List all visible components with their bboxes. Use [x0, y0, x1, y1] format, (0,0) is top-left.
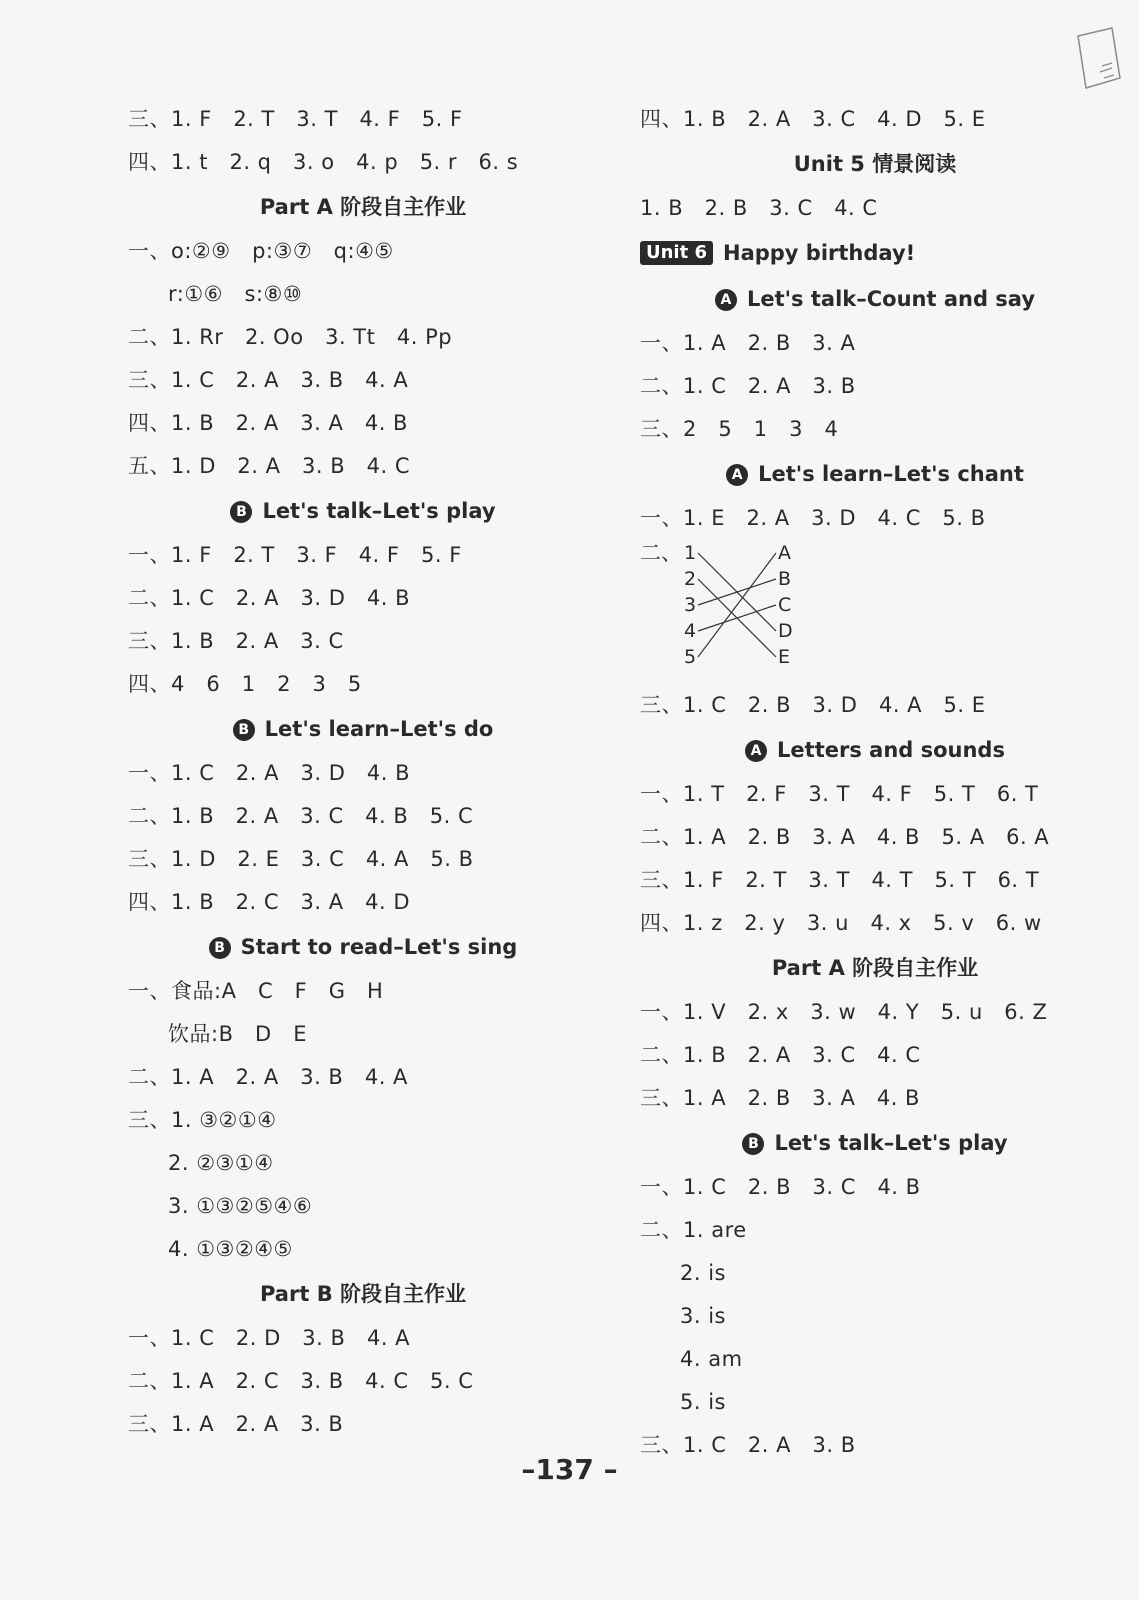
answer-line: 四、1. B 2. A 3. A 4. B	[128, 411, 408, 435]
part-badge-icon: A	[745, 740, 767, 762]
matching-line	[698, 553, 776, 657]
answer-line: 二、1. A 2. C 3. B 4. C 5. C	[128, 1369, 474, 1393]
matching-right-item: B	[778, 568, 792, 590]
matching-right-item: C	[778, 594, 792, 616]
answer-line: 2. is	[680, 1261, 726, 1285]
answer-line: 一、o:②⑨ p:③⑦ q:④⑤	[128, 239, 394, 263]
section-heading-text: Let's learn–Let's do	[264, 717, 494, 741]
answer-line: 二、1. B 2. A 3. C 4. C	[640, 1043, 921, 1067]
matching-right-item: A	[778, 542, 791, 564]
corner-stamp-icon	[1072, 26, 1122, 92]
answer-line: 四、4 6 1 2 3 5	[128, 672, 362, 696]
matching-right-item: E	[778, 646, 791, 668]
answer-line: 五、1. D 2. A 3. B 4. C	[128, 454, 411, 478]
matching-left-item: 1	[684, 542, 697, 564]
matching-left-item: 3	[684, 594, 697, 616]
answer-line: 三、1. ③②①④	[128, 1108, 277, 1132]
unit-tag: Unit 6	[640, 241, 713, 265]
answer-line: 三、1. F 2. T 3. T 4. T 5. T 6. T	[640, 868, 1040, 892]
page-number: –137 –	[521, 1453, 618, 1486]
section-heading-text: Letters and sounds	[777, 738, 1005, 762]
part-badge-icon: B	[209, 937, 231, 959]
answer-line: 三、2 5 1 3 4	[640, 417, 839, 441]
answer-line: 一、食品:A C F G H	[128, 979, 384, 1003]
answer-line: 三、1. D 2. E 3. C 4. A 5. B	[128, 847, 474, 871]
section-heading	[128, 488, 598, 534]
answer-line: 三、1. A 2. A 3. B	[128, 1412, 344, 1436]
section-heading	[128, 706, 598, 752]
section-heading-text: Let's talk–Let's play	[774, 1131, 1008, 1155]
matching-prefix: 二、	[640, 541, 682, 565]
answer-line: 一、1. T 2. F 3. T 4. F 5. T 6. T	[640, 782, 1039, 806]
answer-line: 三、1. C 2. B 3. D 4. A 5. E	[640, 693, 986, 717]
answer-line: 2. ②③①④	[168, 1151, 274, 1175]
answer-line: 一、1. E 2. A 3. D 4. C 5. B	[640, 506, 986, 530]
answer-line: 一、1. F 2. T 3. F 4. F 5. F	[128, 543, 462, 567]
answer-line: 二、1. B 2. A 3. C 4. B 5. C	[128, 804, 474, 828]
answer-line: 四、1. t 2. q 3. o 4. p 5. r 6. s	[128, 150, 519, 174]
answer-line: 二、1. A 2. A 3. B 4. A	[128, 1065, 408, 1089]
right-column	[640, 98, 1110, 1467]
answer-line: 二、1. C 2. A 3. B	[640, 374, 856, 398]
unit-heading	[640, 230, 1110, 276]
section-heading	[640, 1120, 1110, 1166]
answer-line: 三、1. C 2. A 3. B 4. A	[128, 368, 409, 392]
answer-line: 3. ①③②⑤④⑥	[168, 1194, 313, 1218]
part-badge-icon: B	[233, 719, 255, 741]
answer-line: 三、1. B 2. A 3. C	[128, 629, 344, 653]
answer-line: 二、1. A 2. B 3. A 4. B 5. A 6. A	[640, 825, 1050, 849]
section-heading	[128, 924, 598, 970]
answer-line: 三、1. A 2. B 3. A 4. B	[640, 1086, 920, 1110]
section-heading: Part A 阶段自主作业	[771, 956, 979, 980]
answer-line: 4. ①③②④⑤	[168, 1237, 293, 1261]
section-heading: Unit 5 情景阅读	[793, 152, 957, 176]
left-column	[128, 98, 598, 1446]
answer-line: 一、1. A 2. B 3. A	[640, 331, 856, 355]
answer-line: 四、1. z 2. y 3. u 4. x 5. v 6. w	[640, 911, 1042, 935]
answer-line: 饮品:B D E	[168, 1022, 307, 1046]
answer-line: 一、1. C 2. D 3. B 4. A	[128, 1326, 411, 1350]
answer-line: 三、1. C 2. A 3. B	[640, 1433, 856, 1457]
matching-line	[698, 605, 776, 631]
section-heading-text: Let's talk–Let's play	[262, 499, 496, 523]
matching-left-item: 5	[684, 646, 697, 668]
unit-title: Happy birthday!	[723, 241, 916, 265]
answer-line: 一、1. V 2. x 3. w 4. Y 5. u 6. Z	[640, 1000, 1048, 1024]
answer-line: 二、1. C 2. A 3. D 4. B	[128, 586, 411, 610]
answer-line: 二、1. Rr 2. Oo 3. Tt 4. Pp	[128, 325, 453, 349]
part-badge-icon: B	[230, 501, 252, 523]
section-heading	[640, 276, 1110, 322]
answer-line: 一、1. C 2. B 3. C 4. B	[640, 1175, 921, 1199]
section-heading-text: Start to read–Let's sing	[240, 935, 518, 959]
matching-left-item: 2	[684, 568, 697, 590]
answer-line: 二、1. are	[640, 1218, 747, 1242]
matching-left-item: 4	[684, 620, 697, 642]
section-heading	[640, 727, 1110, 773]
answer-line: 3. is	[680, 1304, 726, 1328]
answer-line: 一、1. C 2. A 3. D 4. B	[128, 761, 411, 785]
section-heading: Part B 阶段自主作业	[259, 1282, 467, 1306]
matching-lines	[694, 540, 780, 672]
matching-line	[698, 579, 776, 605]
matching-right-item: D	[778, 620, 793, 642]
matching-exercise	[640, 540, 1110, 684]
answer-line: 1. B 2. B 3. C 4. C	[640, 196, 878, 220]
answer-line: 四、1. B 2. C 3. A 4. D	[128, 890, 411, 914]
answer-line: 三、1. F 2. T 3. T 4. F 5. F	[128, 107, 463, 131]
answer-line: 4. am	[680, 1347, 743, 1371]
section-heading-text: Let's talk–Count and say	[746, 287, 1036, 311]
part-badge-icon: B	[742, 1133, 764, 1155]
matching-right-list	[778, 540, 793, 670]
answer-line: 四、1. B 2. A 3. C 4. D 5. E	[640, 107, 986, 131]
section-heading: Part A 阶段自主作业	[259, 195, 467, 219]
section-heading-text: Let's learn–Let's chant	[758, 462, 1024, 486]
answer-line: 5. is	[680, 1390, 726, 1414]
part-badge-icon: A	[726, 464, 748, 486]
answer-line: r:①⑥ s:⑧⑩	[168, 282, 303, 306]
section-heading	[640, 451, 1110, 497]
part-badge-icon: A	[715, 289, 737, 311]
